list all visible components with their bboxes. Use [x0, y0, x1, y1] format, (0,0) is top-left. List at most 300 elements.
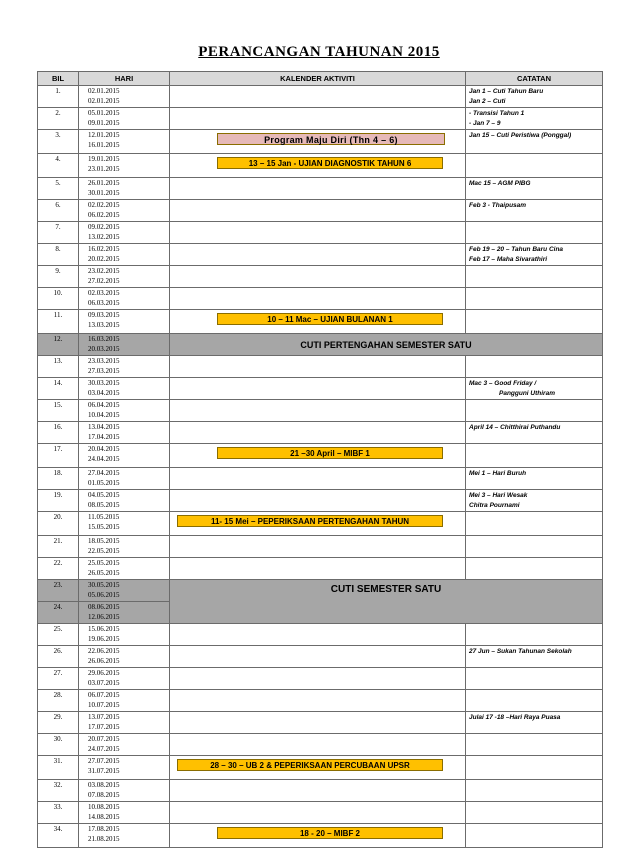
- date-end: 16.01.2015: [88, 140, 120, 149]
- bil-cell: [38, 200, 79, 222]
- date-end: 19.06.2015: [88, 634, 120, 643]
- hari-cell: [79, 468, 170, 490]
- bil-cell: [38, 624, 79, 646]
- bil-number: 15.: [53, 401, 63, 409]
- date-end: 23.01.2015: [88, 164, 120, 173]
- date-end: 26.06.2015: [88, 656, 120, 665]
- hari-cell: [79, 580, 170, 602]
- catatan-cell: [466, 108, 603, 130]
- table-header-row: [38, 72, 603, 86]
- catatan-cell: [466, 712, 603, 734]
- hari-cell: [79, 422, 170, 444]
- bil-cell: [38, 310, 79, 334]
- bil-cell: [38, 712, 79, 734]
- catatan-line-1: Mei 3 – Hari Wesak: [469, 492, 528, 499]
- bil-cell: [38, 108, 79, 130]
- table-row: [38, 378, 603, 400]
- activity-cell: [170, 154, 466, 178]
- catatan-cell: [466, 490, 603, 512]
- date-start: 20.07.2015: [88, 735, 120, 743]
- hari-cell: [79, 378, 170, 400]
- date-start: 06.07.2015: [88, 691, 120, 699]
- hari-cell: [79, 154, 170, 178]
- catatan-line-2: - Jan 7 – 9: [469, 119, 501, 127]
- bil-number: 29.: [53, 713, 63, 721]
- hari-cell: [79, 690, 170, 712]
- bil-number: 13.: [53, 357, 63, 365]
- catatan-line-1: - Transisi Tahun 1: [469, 110, 525, 117]
- bil-cell: [38, 178, 79, 200]
- bil-number: 2.: [55, 109, 61, 117]
- table-row: [38, 356, 603, 378]
- catatan-cell: [466, 624, 603, 646]
- hari-cell: [79, 130, 170, 154]
- activity-cell: [170, 646, 466, 668]
- date-start: 27.07.2015: [88, 757, 120, 765]
- holiday-cell: [170, 334, 603, 356]
- activity-cell: [170, 378, 466, 400]
- activity-bar: 21 –30 April – MIBF 1: [217, 447, 443, 459]
- catatan-cell: [466, 468, 603, 490]
- bil-cell: [38, 378, 79, 400]
- catatan-cell: [466, 734, 603, 756]
- date-end: 01.05.2015: [88, 478, 120, 487]
- activity-cell: [170, 558, 466, 580]
- activity-bar: 18 - 20 – MIBF 2: [217, 827, 443, 839]
- activity-bar: 28 – 30 – UB 2 & PEPERIKSAAN PERCUBAAN UPSR: [177, 759, 443, 771]
- catatan-cell: [466, 802, 603, 824]
- bil-cell: [38, 512, 79, 536]
- catatan-line-1: Jan 15 – Cuti Peristiwa (Ponggal): [469, 132, 572, 139]
- date-start: 13.07.2015: [88, 713, 120, 721]
- bil-number: 25.: [53, 625, 63, 633]
- activity-bar: Program Maju Diri (Thn 4 – 6): [217, 133, 445, 145]
- hari-cell: [79, 734, 170, 756]
- bil-cell: [38, 558, 79, 580]
- table-row: [38, 108, 603, 130]
- table-row: [38, 734, 603, 756]
- catatan-cell: [466, 756, 603, 780]
- date-start: 18.05.2015: [88, 537, 120, 545]
- bil-number: 33.: [53, 803, 63, 811]
- table-row: [38, 646, 603, 668]
- table-row: [38, 580, 603, 602]
- hari-cell: [79, 624, 170, 646]
- table-row: [38, 756, 603, 780]
- bil-number: 5.: [55, 179, 61, 187]
- date-start: 09.03.2015: [88, 311, 120, 319]
- date-end: 13.03.2015: [88, 320, 120, 329]
- date-end: 17.04.2015: [88, 432, 120, 441]
- activity-cell: [170, 624, 466, 646]
- activity-cell: [170, 356, 466, 378]
- date-end: 20.03.2015: [88, 344, 120, 353]
- bil-number: 7.: [55, 223, 61, 231]
- hari-cell: [79, 86, 170, 108]
- bil-cell: [38, 222, 79, 244]
- date-end: 06.03.2015: [88, 298, 120, 307]
- date-end: 02.01.2015: [88, 96, 120, 105]
- date-start: 03.08.2015: [88, 781, 120, 789]
- date-start: 11.05.2015: [88, 513, 120, 521]
- table-row: [38, 780, 603, 802]
- bil-cell: [38, 580, 79, 602]
- catatan-cell: [466, 536, 603, 558]
- date-end: 05.06.2015: [88, 590, 120, 599]
- bil-cell: [38, 490, 79, 512]
- date-start: 26.01.2015: [88, 179, 120, 187]
- table-row: [38, 468, 603, 490]
- bil-number: 14.: [53, 379, 63, 387]
- holiday-label: CUTI SEMESTER SATU: [330, 584, 442, 595]
- catatan-cell: [466, 824, 603, 848]
- date-end: 09.01.2015: [88, 118, 120, 127]
- bil-cell: [38, 334, 79, 356]
- hari-cell: [79, 200, 170, 222]
- bil-number: 4.: [55, 155, 61, 163]
- catatan-cell: [466, 444, 603, 468]
- hari-cell: [79, 244, 170, 266]
- table-row: [38, 668, 603, 690]
- activity-cell: [170, 200, 466, 222]
- bil-number: 11.: [53, 311, 63, 319]
- bil-cell: [38, 468, 79, 490]
- bil-number: 20.: [53, 513, 63, 521]
- table-row: [38, 178, 603, 200]
- catatan-cell: [466, 178, 603, 200]
- catatan-cell: [466, 154, 603, 178]
- bil-number: 31.: [53, 757, 63, 765]
- activity-cell: [170, 668, 466, 690]
- date-end: 13.02.2015: [88, 232, 120, 241]
- catatan-line-2: Pangguni Uthiram: [499, 389, 555, 397]
- activity-cell: [170, 712, 466, 734]
- table-row: [38, 536, 603, 558]
- hari-cell: [79, 108, 170, 130]
- table-row: [38, 266, 603, 288]
- activity-cell: [170, 222, 466, 244]
- date-end: 15.05.2015: [88, 522, 120, 531]
- catatan-line-1: Mei 1 – Hari Buruh: [469, 470, 527, 477]
- bil-number: 30.: [53, 735, 63, 743]
- activity-cell: [170, 400, 466, 422]
- date-start: 02.01.2015: [88, 87, 120, 95]
- date-end: 03.07.2015: [88, 678, 120, 687]
- hari-cell: [79, 400, 170, 422]
- activity-cell: [170, 512, 466, 536]
- bil-number: 21.: [53, 537, 63, 545]
- table-row: [38, 310, 603, 334]
- date-end: 21.08.2015: [88, 834, 120, 843]
- table-row: [38, 712, 603, 734]
- date-end: 22.05.2015: [88, 546, 120, 555]
- table-row: [38, 86, 603, 108]
- annual-plan-table: [37, 71, 603, 848]
- bil-cell: [38, 824, 79, 848]
- hari-cell: [79, 310, 170, 334]
- activity-cell: [170, 244, 466, 266]
- date-start: 17.08.2015: [88, 825, 120, 833]
- bil-cell: [38, 646, 79, 668]
- bil-cell: [38, 400, 79, 422]
- hari-cell: [79, 512, 170, 536]
- date-end: 24.07.2015: [88, 744, 120, 753]
- catatan-line-1: Mac 3 – Good Friday /: [469, 380, 537, 387]
- bil-cell: [38, 86, 79, 108]
- activity-cell: [170, 108, 466, 130]
- catatan-cell: [466, 558, 603, 580]
- catatan-cell: [466, 266, 603, 288]
- date-end: 20.02.2015: [88, 254, 120, 263]
- catatan-line-1: April 14 – Chitthirai Puthandu: [469, 424, 561, 431]
- date-end: 24.04.2015: [88, 454, 120, 463]
- date-start: 02.03.2015: [88, 289, 120, 297]
- date-end: 10.07.2015: [88, 700, 120, 709]
- bil-cell: [38, 802, 79, 824]
- catatan-cell: [466, 378, 603, 400]
- bil-number: 22.: [53, 559, 63, 567]
- catatan-cell: [466, 310, 603, 334]
- activity-cell: [170, 734, 466, 756]
- catatan-line-2: Feb 17 – Maha Sivarathiri: [469, 255, 548, 263]
- hari-cell: [79, 558, 170, 580]
- date-start: 12.01.2015: [88, 131, 120, 139]
- date-end: 27.03.2015: [88, 366, 120, 375]
- date-start: 10.08.2015: [88, 803, 120, 811]
- catatan-cell: [466, 422, 603, 444]
- bil-cell: [38, 690, 79, 712]
- table-row: [38, 154, 603, 178]
- header-hari: HARI: [79, 72, 170, 86]
- date-end: 14.08.2015: [88, 812, 120, 821]
- holiday-cell: [170, 580, 603, 624]
- activity-bar: 10 – 11 Mac – UJIAN BULANAN 1: [217, 313, 443, 325]
- date-end: 27.02.2015: [88, 276, 120, 285]
- bil-cell: [38, 444, 79, 468]
- hari-cell: [79, 824, 170, 848]
- header-bil: BIL: [38, 72, 79, 86]
- table-row: [38, 690, 603, 712]
- table-row: [38, 400, 603, 422]
- date-end: 06.02.2015: [88, 210, 120, 219]
- bil-cell: [38, 154, 79, 178]
- page-title: PERANCANGAN TAHUNAN 2015: [198, 44, 440, 60]
- table-row: [38, 624, 603, 646]
- catatan-cell: [466, 512, 603, 536]
- bil-number: 1.: [55, 87, 61, 95]
- bil-number: 26.: [53, 647, 63, 655]
- activity-cell: [170, 824, 466, 848]
- date-start: 30.03.2015: [88, 379, 120, 387]
- activity-cell: [170, 130, 466, 154]
- activity-cell: [170, 86, 466, 108]
- activity-cell: [170, 802, 466, 824]
- date-end: 17.07.2015: [88, 722, 120, 731]
- bil-number: 3.: [55, 131, 61, 139]
- activity-cell: [170, 780, 466, 802]
- bil-number: 6.: [55, 201, 61, 209]
- date-start: 19.01.2015: [88, 155, 120, 163]
- catatan-cell: [466, 288, 603, 310]
- catatan-line-1: Feb 19 – 20 – Tahun Baru Cina: [469, 246, 564, 253]
- activity-cell: [170, 288, 466, 310]
- bil-cell: [38, 668, 79, 690]
- date-start: 22.06.2015: [88, 647, 120, 655]
- date-start: 25.05.2015: [88, 559, 120, 567]
- catatan-cell: [466, 780, 603, 802]
- activity-cell: [170, 422, 466, 444]
- bil-cell: [38, 422, 79, 444]
- hari-cell: [79, 602, 170, 624]
- bil-cell: [38, 266, 79, 288]
- activity-cell: [170, 490, 466, 512]
- date-start: 27.04.2015: [88, 469, 120, 477]
- bil-number: 16.: [53, 423, 63, 431]
- catatan-cell: [466, 244, 603, 266]
- date-start: 15.06.2015: [88, 625, 120, 633]
- date-end: 12.06.2015: [88, 612, 120, 621]
- catatan-cell: [466, 646, 603, 668]
- date-end: 03.04.2015: [88, 388, 120, 397]
- bil-number: 18.: [53, 469, 63, 477]
- catatan-cell: [466, 86, 603, 108]
- date-start: 29.06.2015: [88, 669, 120, 677]
- header-catatan: CATATAN: [466, 72, 603, 86]
- date-end: 31.07.2015: [88, 766, 120, 775]
- bil-number: 8.: [55, 245, 61, 253]
- catatan-cell: [466, 222, 603, 244]
- bil-number: 10.: [53, 289, 63, 297]
- bil-number: 17.: [53, 445, 63, 453]
- bil-cell: [38, 734, 79, 756]
- date-start: 04.05.2015: [88, 491, 120, 499]
- bil-number: 34.: [53, 825, 63, 833]
- table-row: [38, 558, 603, 580]
- date-start: 09.02.2015: [88, 223, 120, 231]
- table-row: [38, 802, 603, 824]
- hari-cell: [79, 444, 170, 468]
- catatan-cell: [466, 200, 603, 222]
- date-end: 08.05.2015: [88, 500, 120, 509]
- catatan-cell: [466, 356, 603, 378]
- date-start: 06.04.2015: [88, 401, 120, 409]
- activity-bar: 13 – 15 Jan - UJIAN DIAGNOSTIK TAHUN 6: [217, 157, 443, 169]
- bil-number: 23.: [53, 581, 63, 589]
- catatan-cell: [466, 690, 603, 712]
- bil-number: 12.: [53, 335, 63, 343]
- table-row: [38, 490, 603, 512]
- date-end: 10.04.2015: [88, 410, 120, 419]
- catatan-cell: [466, 400, 603, 422]
- catatan-line-1: Julai 17 -18 –Hari Raya Puasa: [469, 714, 561, 721]
- date-start: 05.01.2015: [88, 109, 120, 117]
- catatan-line-2: Jan 2 – Cuti: [469, 97, 506, 105]
- catatan-line-1: 27 Jun – Sukan Tahunan Sekolah: [469, 648, 572, 655]
- date-start: 20.04.2015: [88, 445, 120, 453]
- activity-cell: [170, 266, 466, 288]
- hari-cell: [79, 668, 170, 690]
- hari-cell: [79, 266, 170, 288]
- table-row: [38, 334, 603, 356]
- bil-cell: [38, 244, 79, 266]
- table-row: [38, 288, 603, 310]
- activity-cell: [170, 444, 466, 468]
- hari-cell: [79, 780, 170, 802]
- date-start: 16.02.2015: [88, 245, 120, 253]
- activity-cell: [170, 756, 466, 780]
- bil-cell: [38, 602, 79, 624]
- catatan-line-2: Chitra Pournami: [469, 501, 520, 509]
- hari-cell: [79, 712, 170, 734]
- catatan-cell: [466, 668, 603, 690]
- activity-cell: [170, 178, 466, 200]
- hari-cell: [79, 288, 170, 310]
- hari-cell: [79, 536, 170, 558]
- hari-cell: [79, 334, 170, 356]
- catatan-line-1: Feb 3 - Thaipusam: [469, 202, 527, 209]
- bil-cell: [38, 130, 79, 154]
- activity-cell: [170, 536, 466, 558]
- table-row: [38, 512, 603, 536]
- activity-bar: 11- 15 Mei – PEPERIKSAAN PERTENGAHAN TAHUN: [177, 515, 443, 527]
- bil-number: 24.: [53, 603, 63, 611]
- hari-cell: [79, 756, 170, 780]
- bil-number: 28.: [53, 691, 63, 699]
- table-row: [38, 130, 603, 154]
- bil-cell: [38, 536, 79, 558]
- hari-cell: [79, 178, 170, 200]
- table-row: [38, 244, 603, 266]
- date-start: 13.04.2015: [88, 423, 120, 431]
- bil-number: 9.: [55, 267, 61, 275]
- date-start: 16.03.2015: [88, 335, 120, 343]
- table-row: [38, 422, 603, 444]
- date-end: 07.08.2015: [88, 790, 120, 799]
- bil-number: 27.: [53, 669, 63, 677]
- date-start: 02.02.2015: [88, 201, 120, 209]
- date-end: 30.01.2015: [88, 188, 120, 197]
- table-row: [38, 444, 603, 468]
- date-start: 30.05.2015: [88, 581, 120, 589]
- bil-cell: [38, 356, 79, 378]
- activity-cell: [170, 310, 466, 334]
- date-start: 23.03.2015: [88, 357, 120, 365]
- hari-cell: [79, 222, 170, 244]
- table-row: [38, 222, 603, 244]
- catatan-line-1: Mac 15 – AGM PIBG: [469, 180, 531, 187]
- hari-cell: [79, 646, 170, 668]
- table-row: [38, 200, 603, 222]
- date-start: 23.02.2015: [88, 267, 120, 275]
- date-start: 08.06.2015: [88, 603, 120, 611]
- hari-cell: [79, 356, 170, 378]
- hari-cell: [79, 490, 170, 512]
- date-end: 26.05.2015: [88, 568, 120, 577]
- bil-number: 19.: [53, 491, 63, 499]
- bil-cell: [38, 780, 79, 802]
- bil-cell: [38, 288, 79, 310]
- header-kalender: KALENDER AKTIVITI: [170, 72, 466, 86]
- table-row: [38, 824, 603, 848]
- catatan-line-1: Jan 1 – Cuti Tahun Baru: [469, 88, 544, 95]
- activity-cell: [170, 690, 466, 712]
- catatan-cell: [466, 130, 603, 154]
- bil-number: 32.: [53, 781, 63, 789]
- holiday-label: CUTI PERTENGAHAN SEMESTER SATU: [300, 339, 472, 350]
- activity-cell: [170, 468, 466, 490]
- bil-cell: [38, 756, 79, 780]
- hari-cell: [79, 802, 170, 824]
